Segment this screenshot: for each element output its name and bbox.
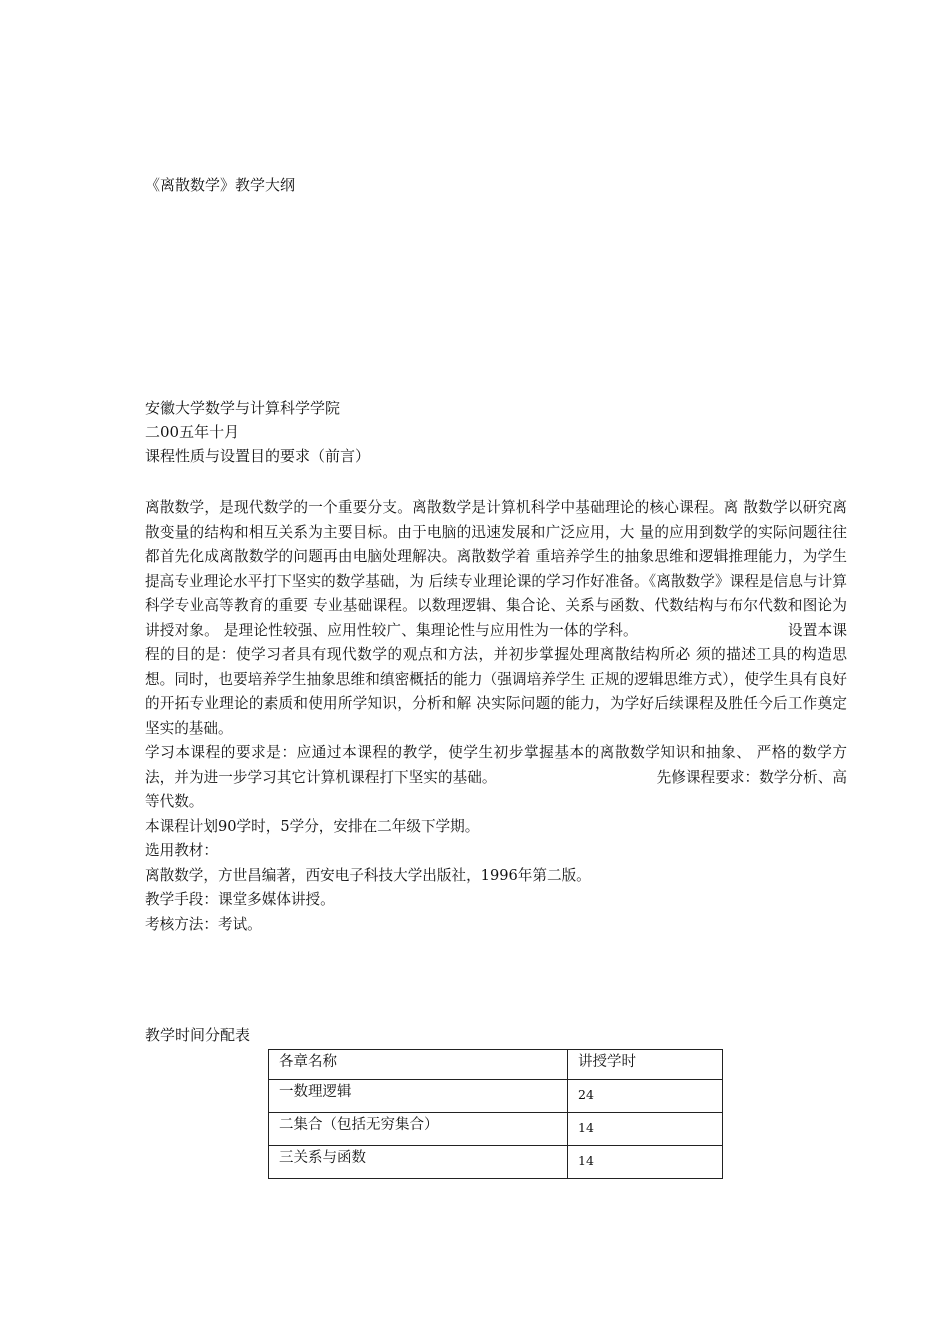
teaching-hours-table	[268, 1049, 723, 1179]
textbook-text: 离散数学，方世昌编著，西安电子科技大学出版社，1996年第二版。	[145, 866, 591, 884]
chapter-name-cell: 二集合（包括无穷集合）	[269, 1113, 568, 1146]
prerequisites-text: 先修课程要求：数学分析、高等代数。	[145, 768, 847, 810]
course-hours-text: 本课程计划90学时，5学分，安排在二年级下学期。	[145, 817, 480, 835]
institution-name: 安徽大学数学与计算科学学院	[145, 399, 341, 417]
course-nature-text: 离散数学，是现代数学的一个重要分支。离散数学是计算机科学中基础理论的核心课程。离 散数学以研究离散变量的结构和相互关系为主要目标。由于电脑的迅速发展和广泛应用，大 量的应用到数学的实际问题往往都首先化成离散数学的问题再由电脑处理解决。离散数学着 重培养学生的抽象思维和逻辑推理能力，为学生提高专业理论水平打下坚实的数学基础，为 后续专业理论课的学习作好准备。《离散数学》课程是信息与计算科学专业高等教育的重要 专业基础课程。以数理逻辑、集合论、关系与函数、代数结构与布尔代数和图论为讲授对象。 是理论性较强、应用性较广、集理论性与应用性为一体的学科。	[145, 499, 847, 639]
chapter-name-cell: 一数理逻辑	[269, 1080, 568, 1113]
assessment-method-text: 考核方法：考试。	[145, 915, 262, 933]
section-heading: 课程性质与设置目的要求（前言）	[145, 447, 371, 465]
teaching-method-text: 教学手段：课堂多媒体讲授。	[145, 891, 335, 908]
textbook-label: 选用教材：	[145, 842, 218, 859]
document-date: 二00五年十月	[145, 423, 240, 441]
table-row	[269, 1146, 723, 1179]
requirements-text: 学习本课程的要求是：应通过本课程的教学，使学生初步掌握基本的离散数学知识和抽象、 严格的数学方法，并为进一步学习其它计算机课程打下坚实的基础。	[145, 744, 847, 786]
document-meta	[145, 396, 370, 468]
table-header-cell: 讲授学时	[568, 1050, 723, 1080]
table-row	[269, 1113, 723, 1146]
chapter-name-cell: 三关系与函数	[269, 1146, 568, 1179]
hours-cell: 14	[568, 1113, 723, 1146]
hours-cell: 14	[568, 1146, 723, 1179]
table-header-row	[269, 1050, 723, 1080]
hours-cell: 24	[568, 1080, 723, 1113]
table-caption: 教学时间分配表	[145, 1026, 251, 1044]
course-description-paragraph	[145, 496, 847, 741]
course-requirements-paragraph	[145, 741, 847, 815]
table-header-cell: 各章名称	[269, 1050, 568, 1080]
table-row	[269, 1080, 723, 1113]
course-purpose-text: 设置本课程的目的是：使学习者具有现代数学的观点和方法，并初步掌握处理离散结构所必 须的描述工具的构造思想。同时，也要培养学生抽象思维和缜密概括的能力（强调培养学生 正规的逻辑思维方式），使学生具有良好的开拓专业理论的素质和使用所学知识，分析和解 决实际问题的能力，为学好后续课程及胜任今后工作奠定坚实的基础。	[145, 621, 847, 737]
body-text	[145, 496, 847, 937]
document-title: 《离散数学》教学大纲	[145, 176, 296, 194]
